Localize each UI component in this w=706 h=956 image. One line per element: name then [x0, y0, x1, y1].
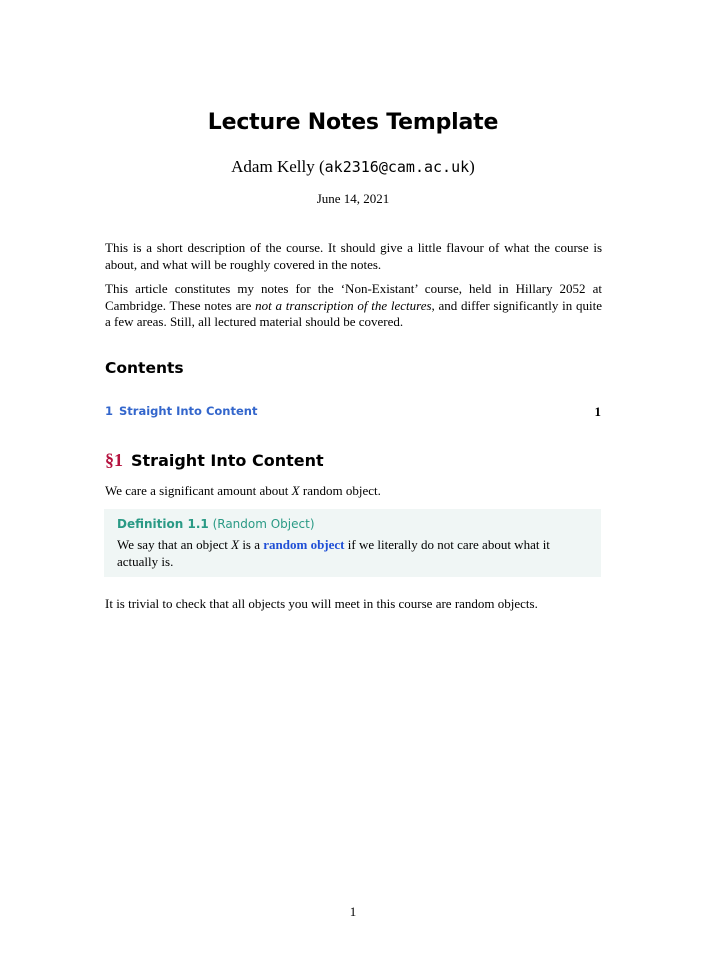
author-email[interactable]: ak2316@cam.ac.uk	[324, 158, 470, 176]
abstract-paragraph-2	[105, 281, 602, 331]
abstract-p2-emphasis: not a transcription of the lectures	[255, 297, 432, 313]
toc-entry-page: 1	[594, 404, 601, 419]
definition-body	[117, 537, 591, 570]
abstract-p2-text: This article constitutes my notes for the ‘Non-Existant’ course, held in Hillary 2052 at Cambridge. These notes are	[105, 281, 602, 313]
toc-entry-number: 1	[105, 404, 114, 418]
author-name: Adam Kelly	[231, 157, 315, 176]
author-email-wrapper: (ak2316@cam.ac.uk)	[318, 157, 475, 176]
toc-entry-link[interactable]	[105, 404, 257, 418]
section-intro-text: We care a significant amount about	[105, 483, 292, 498]
toc-entry-title: Straight Into Content	[119, 404, 258, 418]
section-intro-text-end: random object.	[299, 483, 381, 498]
definition-text-end: if we literally do not care about what it actually is.	[117, 537, 550, 569]
document-title: Lecture Notes Template	[207, 110, 499, 135]
section-number: §1	[105, 450, 123, 470]
definition-header	[117, 517, 315, 531]
section-intro	[105, 483, 602, 500]
toc-entry	[105, 404, 601, 420]
author-line	[0, 157, 706, 177]
section-closing: It is trivial to check that all objects you will meet in this course are random objects.	[105, 596, 538, 611]
definition-box	[104, 509, 601, 577]
contents-heading: Contents	[105, 359, 184, 377]
definition-text: We say that an object	[117, 537, 232, 552]
section-heading	[105, 450, 324, 471]
math-variable: X	[231, 537, 240, 552]
abstract-paragraph-1: This is a short description of the course. It should give a little flavour of what the course is about, and what will be roughly covered in the notes.	[105, 240, 602, 272]
page-number: 1	[349, 904, 357, 919]
section-title: Straight Into Content	[131, 451, 324, 470]
document-date: June 14, 2021	[316, 191, 390, 206]
definition-label: Definition 1.1	[117, 517, 209, 531]
definition-name: (Random Object)	[212, 517, 315, 531]
definition-text-mid: is a	[239, 537, 264, 552]
math-variable: X	[291, 483, 300, 498]
defined-term: random object	[263, 537, 345, 552]
abstract-p2-text-end: , and differ significantly in quite a few areas. Still, all lectured material should be covered.	[105, 297, 603, 329]
